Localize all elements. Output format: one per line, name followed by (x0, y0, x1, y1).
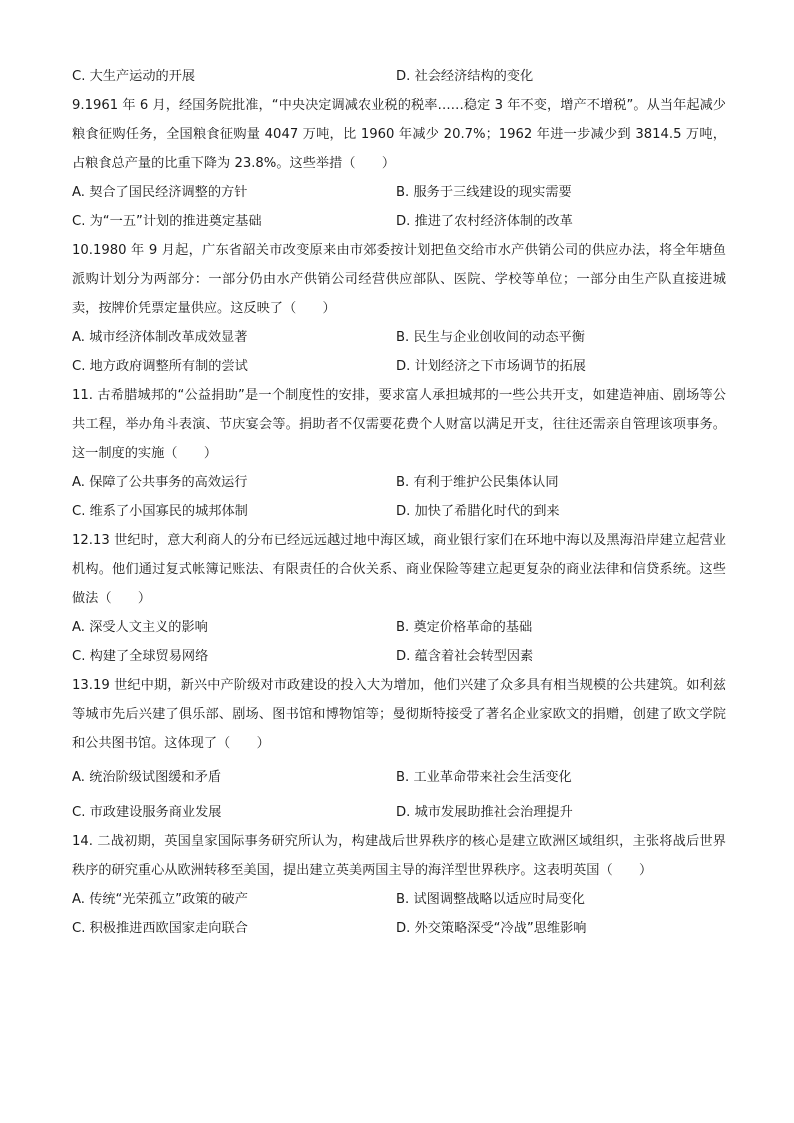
option-d[interactable] (396, 212, 726, 232)
option-text: 城市经济体制改革成效显著 (89, 329, 248, 345)
option-letter: B. (396, 329, 410, 345)
option-text: 奠定价格革命的基础 (413, 619, 533, 635)
option-letter: B. (396, 891, 410, 907)
option-text: 计划经济之下市场调节的拓展 (414, 358, 586, 374)
options-row-ab (72, 468, 726, 497)
option-letter: A. (72, 329, 85, 345)
option-letter: D. (396, 648, 411, 664)
option-letter: D. (396, 503, 411, 519)
option-letter: C. (72, 648, 86, 664)
option-d[interactable] (396, 647, 726, 667)
option-letter: C. (72, 804, 86, 820)
option-letter: A. (72, 770, 85, 785)
option-letter: A. (72, 474, 85, 490)
question-12 (72, 526, 726, 671)
option-text: 服务于三线建设的现实需要 (413, 184, 572, 200)
option-8-d[interactable] (396, 67, 726, 87)
question-10 (72, 236, 726, 381)
option-8-c[interactable] (72, 67, 396, 87)
option-letter: B. (396, 474, 410, 490)
option-letter: A. (72, 184, 85, 200)
option-letter: A. (72, 891, 85, 907)
option-text: 加快了希腊化时代的到来 (414, 503, 560, 519)
option-b[interactable] (396, 328, 726, 348)
option-d[interactable] (396, 357, 726, 377)
option-b[interactable] (396, 183, 726, 203)
option-text: 保障了公共事务的高效运行 (89, 474, 248, 490)
option-c[interactable] (72, 647, 396, 667)
question-stem: 12.13 世纪时，意大利商人的分布已经远远越过地中海区域，商业银行家们在环地中海以及黑海沿岸建立起营业机构。他们通过复式帐簿记账法、有限责任的合伙关系、商业保险等建立起更复杂的商业法律和信贷系统。这些做法（ ） (72, 533, 726, 606)
option-text: 大生产运动的开展 (89, 68, 196, 84)
question-9 (72, 91, 726, 236)
option-letter: D. (396, 804, 411, 820)
options-row-cd (72, 207, 726, 236)
option-c[interactable] (72, 357, 396, 377)
option-letter: C. (72, 503, 86, 519)
option-d[interactable] (396, 803, 726, 823)
option-text: 深受人文主义的影响 (89, 619, 208, 635)
option-letter: B. (396, 184, 410, 200)
option-letter: D. (396, 358, 411, 374)
option-letter: C. (72, 920, 86, 936)
option-letter: B. (396, 770, 410, 785)
option-b[interactable] (396, 768, 726, 788)
option-text: 积极推进西欧国家走向联合 (89, 920, 248, 936)
option-letter: D. (396, 68, 411, 84)
option-text: 蕴含着社会转型因素 (414, 648, 534, 664)
option-text: 城市发展助推社会治理提升 (414, 804, 573, 820)
option-text: 为“一五”计划的推进奠定基础 (89, 213, 262, 229)
option-text: 地方政府调整所有制的尝试 (89, 358, 248, 374)
options-row-ab (72, 613, 726, 642)
option-text: 社会经济结构的变化 (414, 68, 534, 84)
options-row-cd (72, 798, 726, 827)
option-text: 有利于维护公民集体认同 (413, 474, 559, 490)
option-c[interactable] (72, 502, 396, 522)
option-a[interactable] (72, 328, 396, 348)
options-row-cd (72, 914, 726, 943)
options-row-ab (72, 758, 726, 798)
options-row-cd (72, 642, 726, 671)
question-stem: 10.1980 年 9 月起，广东省韶关市改变原来由市郊委按计划把鱼交给市水产供销公司的供应办法，将全年塘鱼派购计划分为两部分：一部分仍由水产供销公司经营供应部队、医院、学校等单位；一部分由生产队直接进城卖，按牌价凭票定量供应。这反映了（ ） (72, 243, 726, 316)
question-stem: 14. 二战初期，英国皇家国际事务研究所认为，构建战后世界秩序的核心是建立欧洲区域组织，主张将战后世界秩序的研究重心从欧洲转移至美国，提出建立英美两国主导的海洋型世界秩序。这表明英国（ ） (72, 834, 726, 878)
question-8-options-cd (72, 62, 726, 91)
option-text: 传统“光荣孤立”政策的破产 (89, 891, 248, 907)
question-14 (72, 827, 726, 943)
options-row-ab (72, 178, 726, 207)
option-text: 构建了全球贸易网络 (89, 648, 209, 664)
question-13 (72, 671, 726, 827)
option-b[interactable] (396, 618, 726, 638)
option-text: 市政建设服务商业发展 (89, 804, 222, 820)
option-d[interactable] (396, 919, 726, 939)
option-text: 推进了农村经济体制的改革 (414, 213, 573, 229)
option-text: 外交策略深受“冷战”思维影响 (414, 920, 587, 936)
option-a[interactable] (72, 768, 396, 788)
option-b[interactable] (396, 890, 726, 910)
option-text: 工业革命带来社会生活变化 (413, 770, 572, 785)
options-row-cd (72, 497, 726, 526)
options-row-cd (72, 352, 726, 381)
option-a[interactable] (72, 183, 396, 203)
option-a[interactable] (72, 890, 396, 910)
option-letter: D. (396, 920, 411, 936)
question-stem: 9.1961 年 6 月，经国务院批准，“中央决定调减农业税的税率……稳定 3 年不变，增产不增税”。从当年起减少粮食征购任务，全国粮食征购量 4047 万吨，比 1960 年减少 20.7%；1962 年进一步减少到 3814.5 万吨，占粮食总产量的比重下降为 23.8%。这些举措（ ） (72, 98, 726, 171)
option-letter: C. (72, 213, 86, 229)
exam-page (72, 62, 726, 943)
option-text: 民生与企业创收间的动态平衡 (413, 329, 585, 345)
option-text: 维系了小国寡民的城邦体制 (89, 503, 248, 519)
option-letter: C. (72, 358, 86, 374)
option-text: 试图调整战略以适应时局变化 (413, 891, 585, 907)
option-letter: D. (396, 213, 411, 229)
option-c[interactable] (72, 212, 396, 232)
question-11 (72, 381, 726, 526)
option-c[interactable] (72, 803, 396, 823)
options-row-ab (72, 323, 726, 352)
option-c[interactable] (72, 919, 396, 939)
option-letter: B. (396, 619, 410, 635)
question-stem: 13.19 世纪中期，新兴中产阶级对市政建设的投入大为增加，他们兴建了众多具有相当规模的公共建筑。如利兹等城市先后兴建了俱乐部、剧场、图书馆和博物馆等；曼彻斯特接受了著名企业家欧文的捐赠，创建了欧文学院和公共图书馆。这体现了（ ） (72, 678, 726, 751)
options-row-ab (72, 885, 726, 914)
question-stem: 11. 古希腊城邦的“公益捐助”是一个制度性的安排，要求富人承担城邦的一些公共开支，如建造神庙、剧场等公共工程，举办角斗表演、节庆宴会等。捐助者不仅需要花费个人财富以满足开支，往往还需亲自管理该项事务。这一制度的实施（ ） (72, 388, 726, 461)
option-text: 统治阶级试图缓和矛盾 (89, 770, 222, 785)
option-letter: A. (72, 619, 85, 635)
option-d[interactable] (396, 502, 726, 522)
option-a[interactable] (72, 618, 396, 638)
option-b[interactable] (396, 473, 726, 493)
option-a[interactable] (72, 473, 396, 493)
option-letter: C. (72, 68, 86, 84)
option-text: 契合了国民经济调整的方针 (89, 184, 248, 200)
